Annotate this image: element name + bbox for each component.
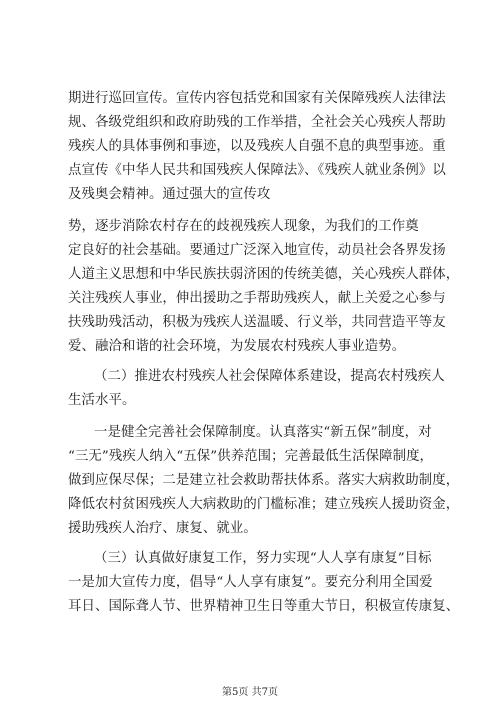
- section-heading: （三）认真做好康复工作，努力实现“人人享有康复”目标: [94, 551, 432, 566]
- body-line: 降低农村贫困残疾人大病救助的门槛标准；建立残疾人援助资金，: [68, 497, 460, 512]
- body-line: 一是健全完善社会保障制度。认真落实“新五保”制度，对: [94, 425, 432, 440]
- body-line: 规、各级党组织和政府助残的工作举措，全社会关心残疾人帮助: [68, 115, 446, 130]
- body-line: 期进行巡回宣传。宣传内容包括党和国家有关保障残疾人法律法: [68, 91, 446, 106]
- section-heading: 生活水平。: [68, 393, 136, 408]
- body-line: 做到应保尽保；二是建立社会救助帮扶体系。落实大病救助制度，: [68, 473, 460, 488]
- body-line: 定良好的社会基础。要通过广泛深入地宣传，动员社会各界发扬: [68, 243, 446, 258]
- page-footer: 第5页 共7页: [222, 687, 278, 698]
- body-line: 关注残疾人事业，伸出援助之手帮助残疾人，献上关爱之心参与: [68, 291, 446, 306]
- body-line: 耳日、国际聋人节、世界精神卫生日等重大节日，积极宣传康复、: [68, 599, 460, 614]
- body-line: 爱、融洽和谐的社会环境，为发展农村残疾人事业造势。: [68, 339, 406, 354]
- body-line: 一是加大宣传力度，倡导“人人享有康复”。要充分利用全国爱: [68, 575, 433, 590]
- body-line: “三无”残疾人纳入“五保”供养范围；完善最低生活保障制度，: [68, 449, 434, 464]
- body-line: 扶残助残活动，积极为残疾人送温暖、行义举，共同营造平等友: [68, 315, 446, 330]
- body-line: 点宣传《中华人民共和国残疾人保障法》、《残疾人就业条例》以: [68, 163, 446, 178]
- body-line: 势，逐步消除农村存在的歧视残疾人现象，为我们的工作奠: [68, 219, 419, 234]
- body-line: 及残奥会精神。通过强大的宣传攻: [68, 187, 271, 202]
- body-line: 援助残疾人治疗、康复、就业。: [68, 521, 257, 536]
- body-line: 残疾人的具体事例和事迹，以及残疾人自强不息的典型事迹。重: [68, 139, 446, 154]
- section-heading: （二）推进农村残疾人社会保障体系建设，提高农村残疾人: [94, 369, 445, 384]
- body-line: 人道主义思想和中华民族扶弱济困的传统美德，关心残疾人群体，: [68, 267, 460, 282]
